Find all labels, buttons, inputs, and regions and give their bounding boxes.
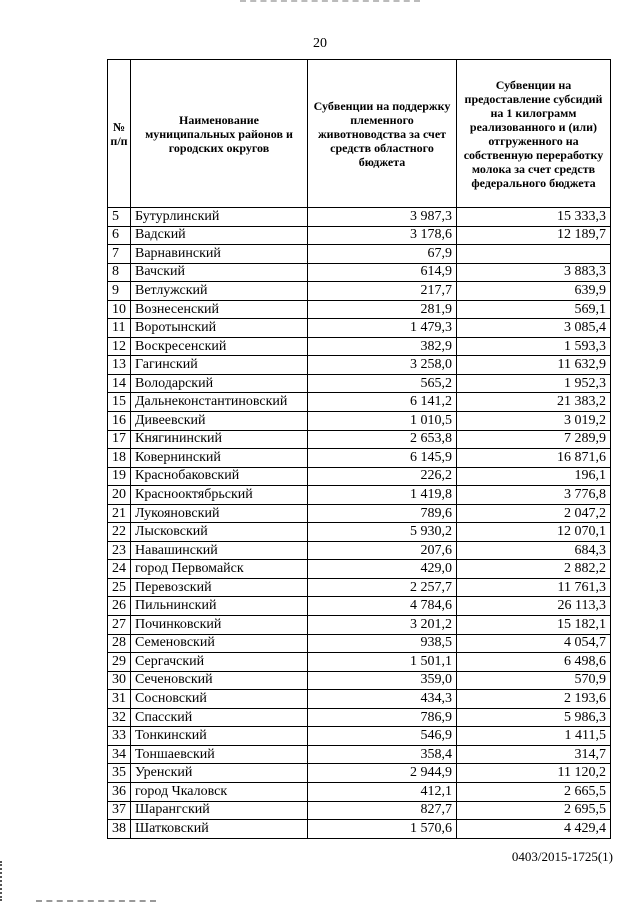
federal-subvention-value: 569,1 — [457, 300, 611, 319]
table-row — [108, 616, 611, 635]
header-regional-subvention: Субвенции на поддержку племенного животноводства за счет средств областного бюджета — [308, 60, 457, 208]
header-number: № п/п — [108, 60, 131, 208]
regional-subvention-value: 382,9 — [308, 337, 457, 356]
regional-subvention-value: 3 201,2 — [308, 616, 457, 635]
scan-artifact-footer — [36, 900, 156, 904]
federal-subvention-value: 4 429,4 — [457, 820, 611, 839]
municipality-name: Тоншаевский — [131, 745, 308, 764]
table-row — [108, 634, 611, 653]
table-row — [108, 393, 611, 412]
federal-subvention-value: 21 383,2 — [457, 393, 611, 412]
regional-subvention-value: 2 653,8 — [308, 430, 457, 449]
regional-subvention-value: 281,9 — [308, 300, 457, 319]
federal-subvention-value: 196,1 — [457, 467, 611, 486]
federal-subvention-value: 16 871,6 — [457, 449, 611, 468]
federal-subvention-value: 2 882,2 — [457, 560, 611, 579]
federal-subvention-value: 6 498,6 — [457, 653, 611, 672]
table-row — [108, 708, 611, 727]
row-number: 25 — [108, 578, 131, 597]
federal-subvention-value: 2 193,6 — [457, 690, 611, 709]
federal-subvention-value: 1 593,3 — [457, 337, 611, 356]
municipality-name: Тонкинский — [131, 727, 308, 746]
header-federal-subvention: Субвенции на предоставление субсидий на 1 килограмм реализованного и (или) отгруженного на собственную переработку молока за счет средств федерального бюджета — [457, 60, 611, 208]
row-number: 18 — [108, 449, 131, 468]
municipality-name: Сосновский — [131, 690, 308, 709]
regional-subvention-value: 827,7 — [308, 801, 457, 820]
table-row — [108, 727, 611, 746]
table-body — [108, 208, 611, 839]
row-number: 24 — [108, 560, 131, 579]
federal-subvention-value: 11 761,3 — [457, 578, 611, 597]
regional-subvention-value: 3 178,6 — [308, 226, 457, 245]
regional-subvention-value: 358,4 — [308, 745, 457, 764]
federal-subvention-value: 2 665,5 — [457, 782, 611, 801]
table-row — [108, 337, 611, 356]
federal-subvention-value: 11 632,9 — [457, 356, 611, 375]
federal-subvention-value: 12 189,7 — [457, 226, 611, 245]
table-row — [108, 764, 611, 783]
row-number: 13 — [108, 356, 131, 375]
row-number: 12 — [108, 337, 131, 356]
municipality-name: Вознесенский — [131, 300, 308, 319]
table-row — [108, 820, 611, 839]
federal-subvention-value: 2 047,2 — [457, 504, 611, 523]
regional-subvention-value: 3 258,0 — [308, 356, 457, 375]
federal-subvention-value: 3 085,4 — [457, 319, 611, 338]
regional-subvention-value: 2 257,7 — [308, 578, 457, 597]
federal-subvention-value: 12 070,1 — [457, 523, 611, 542]
federal-subvention-value: 3 019,2 — [457, 412, 611, 431]
regional-subvention-value: 565,2 — [308, 374, 457, 393]
federal-subvention-value: 314,7 — [457, 745, 611, 764]
federal-subvention-value: 1 411,5 — [457, 727, 611, 746]
table-row — [108, 300, 611, 319]
federal-subvention-value: 570,9 — [457, 671, 611, 690]
regional-subvention-value: 226,2 — [308, 467, 457, 486]
row-number: 34 — [108, 745, 131, 764]
row-number: 33 — [108, 727, 131, 746]
table-row — [108, 226, 611, 245]
row-number: 32 — [108, 708, 131, 727]
table-row — [108, 374, 611, 393]
municipality-name: Вачский — [131, 263, 308, 282]
municipality-name: Варнавинский — [131, 245, 308, 264]
row-number: 23 — [108, 541, 131, 560]
federal-subvention-value — [457, 245, 611, 264]
regional-subvention-value: 6 141,2 — [308, 393, 457, 412]
row-number: 9 — [108, 282, 131, 301]
federal-subvention-value: 639,9 — [457, 282, 611, 301]
table-row — [108, 282, 611, 301]
regional-subvention-value: 3 987,3 — [308, 208, 457, 227]
regional-subvention-value: 614,9 — [308, 263, 457, 282]
municipality-name: Княгининский — [131, 430, 308, 449]
table-row — [108, 319, 611, 338]
row-number: 31 — [108, 690, 131, 709]
federal-subvention-value: 5 986,3 — [457, 708, 611, 727]
municipality-name: Бутурлинский — [131, 208, 308, 227]
federal-subvention-value: 684,3 — [457, 541, 611, 560]
municipality-name: Лукояновский — [131, 504, 308, 523]
regional-subvention-value: 1 570,6 — [308, 820, 457, 839]
regional-subvention-value: 412,1 — [308, 782, 457, 801]
table-row — [108, 449, 611, 468]
row-number: 26 — [108, 597, 131, 616]
header-municipality: Наименование муниципальных районов и городских округов — [131, 60, 308, 208]
municipality-name: Володарский — [131, 374, 308, 393]
municipality-name: Дальнеконстантиновский — [131, 393, 308, 412]
municipality-name: Воскресенский — [131, 337, 308, 356]
regional-subvention-value: 786,9 — [308, 708, 457, 727]
row-number: 28 — [108, 634, 131, 653]
row-number: 22 — [108, 523, 131, 542]
table-row — [108, 356, 611, 375]
table-row — [108, 578, 611, 597]
regional-subvention-value: 5 930,2 — [308, 523, 457, 542]
row-number: 38 — [108, 820, 131, 839]
table-row — [108, 690, 611, 709]
municipality-name: Шатковский — [131, 820, 308, 839]
federal-subvention-value: 2 695,5 — [457, 801, 611, 820]
regional-subvention-value: 938,5 — [308, 634, 457, 653]
municipality-name: Сергачский — [131, 653, 308, 672]
table-row — [108, 523, 611, 542]
regional-subvention-value: 1 501,1 — [308, 653, 457, 672]
row-number: 37 — [108, 801, 131, 820]
municipality-name: город Чкаловск — [131, 782, 308, 801]
regional-subvention-value: 429,0 — [308, 560, 457, 579]
municipality-name: Гагинский — [131, 356, 308, 375]
regional-subvention-value: 2 944,9 — [308, 764, 457, 783]
regional-subvention-value: 434,3 — [308, 690, 457, 709]
municipality-name: Семеновский — [131, 634, 308, 653]
row-number: 8 — [108, 263, 131, 282]
regional-subvention-value: 67,9 — [308, 245, 457, 264]
row-number: 36 — [108, 782, 131, 801]
row-number: 35 — [108, 764, 131, 783]
row-number: 11 — [108, 319, 131, 338]
federal-subvention-value: 26 113,3 — [457, 597, 611, 616]
row-number: 20 — [108, 486, 131, 505]
municipality-name: Шарангский — [131, 801, 308, 820]
table-row — [108, 560, 611, 579]
row-number: 29 — [108, 653, 131, 672]
row-number: 6 — [108, 226, 131, 245]
municipality-name: Пильнинский — [131, 597, 308, 616]
table-row — [108, 782, 611, 801]
federal-subvention-value: 15 333,3 — [457, 208, 611, 227]
regional-subvention-value: 1 419,8 — [308, 486, 457, 505]
regional-subvention-value: 217,7 — [308, 282, 457, 301]
municipality-name: Краснооктябрьский — [131, 486, 308, 505]
regional-subvention-value: 6 145,9 — [308, 449, 457, 468]
table-row — [108, 486, 611, 505]
row-number: 16 — [108, 412, 131, 431]
municipality-name: Сеченовский — [131, 671, 308, 690]
row-number: 5 — [108, 208, 131, 227]
row-number: 27 — [108, 616, 131, 635]
row-number: 17 — [108, 430, 131, 449]
table-row — [108, 653, 611, 672]
table-row — [108, 801, 611, 820]
federal-subvention-value: 15 182,1 — [457, 616, 611, 635]
regional-subvention-value: 789,6 — [308, 504, 457, 523]
municipality-name: Лысковский — [131, 523, 308, 542]
table-row — [108, 467, 611, 486]
table-row — [108, 430, 611, 449]
municipality-name: Дивеевский — [131, 412, 308, 431]
federal-subvention-value: 4 054,7 — [457, 634, 611, 653]
document-code: 0403/2015-1725(1) — [511, 849, 613, 864]
table-row — [108, 245, 611, 264]
regional-subvention-value: 207,6 — [308, 541, 457, 560]
municipality-name: Починковский — [131, 616, 308, 635]
regional-subvention-value: 546,9 — [308, 727, 457, 746]
page-number: 20 — [313, 36, 327, 51]
table-row — [108, 208, 611, 227]
federal-subvention-value: 7 289,9 — [457, 430, 611, 449]
federal-subvention-value: 1 952,3 — [457, 374, 611, 393]
municipality-name: Уренский — [131, 764, 308, 783]
regional-subvention-value: 4 784,6 — [308, 597, 457, 616]
municipality-name: Спасский — [131, 708, 308, 727]
scan-artifact-margin — [0, 861, 5, 901]
table-row — [108, 745, 611, 764]
row-number: 14 — [108, 374, 131, 393]
municipality-name: Ветлужский — [131, 282, 308, 301]
row-number: 30 — [108, 671, 131, 690]
municipality-name: Перевозский — [131, 578, 308, 597]
row-number: 21 — [108, 504, 131, 523]
table-row — [108, 671, 611, 690]
row-number: 7 — [108, 245, 131, 264]
municipality-name: Вадский — [131, 226, 308, 245]
table-row — [108, 504, 611, 523]
municipality-name: Ковернинский — [131, 449, 308, 468]
federal-subvention-value: 3 883,3 — [457, 263, 611, 282]
regional-subvention-value: 1 010,5 — [308, 412, 457, 431]
municipality-name: город Первомайск — [131, 560, 308, 579]
municipality-name: Воротынский — [131, 319, 308, 338]
scan-artifact-top — [240, 0, 420, 4]
table-row — [108, 263, 611, 282]
row-number: 10 — [108, 300, 131, 319]
federal-subvention-value: 11 120,2 — [457, 764, 611, 783]
municipality-name: Навашинский — [131, 541, 308, 560]
regional-subvention-value: 359,0 — [308, 671, 457, 690]
table-row — [108, 597, 611, 616]
row-number: 19 — [108, 467, 131, 486]
table-row — [108, 541, 611, 560]
table-row — [108, 412, 611, 431]
municipality-name: Краснобаковский — [131, 467, 308, 486]
regional-subvention-value: 1 479,3 — [308, 319, 457, 338]
table-header-row — [108, 60, 611, 208]
subsidy-table — [107, 59, 611, 839]
federal-subvention-value: 3 776,8 — [457, 486, 611, 505]
row-number: 15 — [108, 393, 131, 412]
